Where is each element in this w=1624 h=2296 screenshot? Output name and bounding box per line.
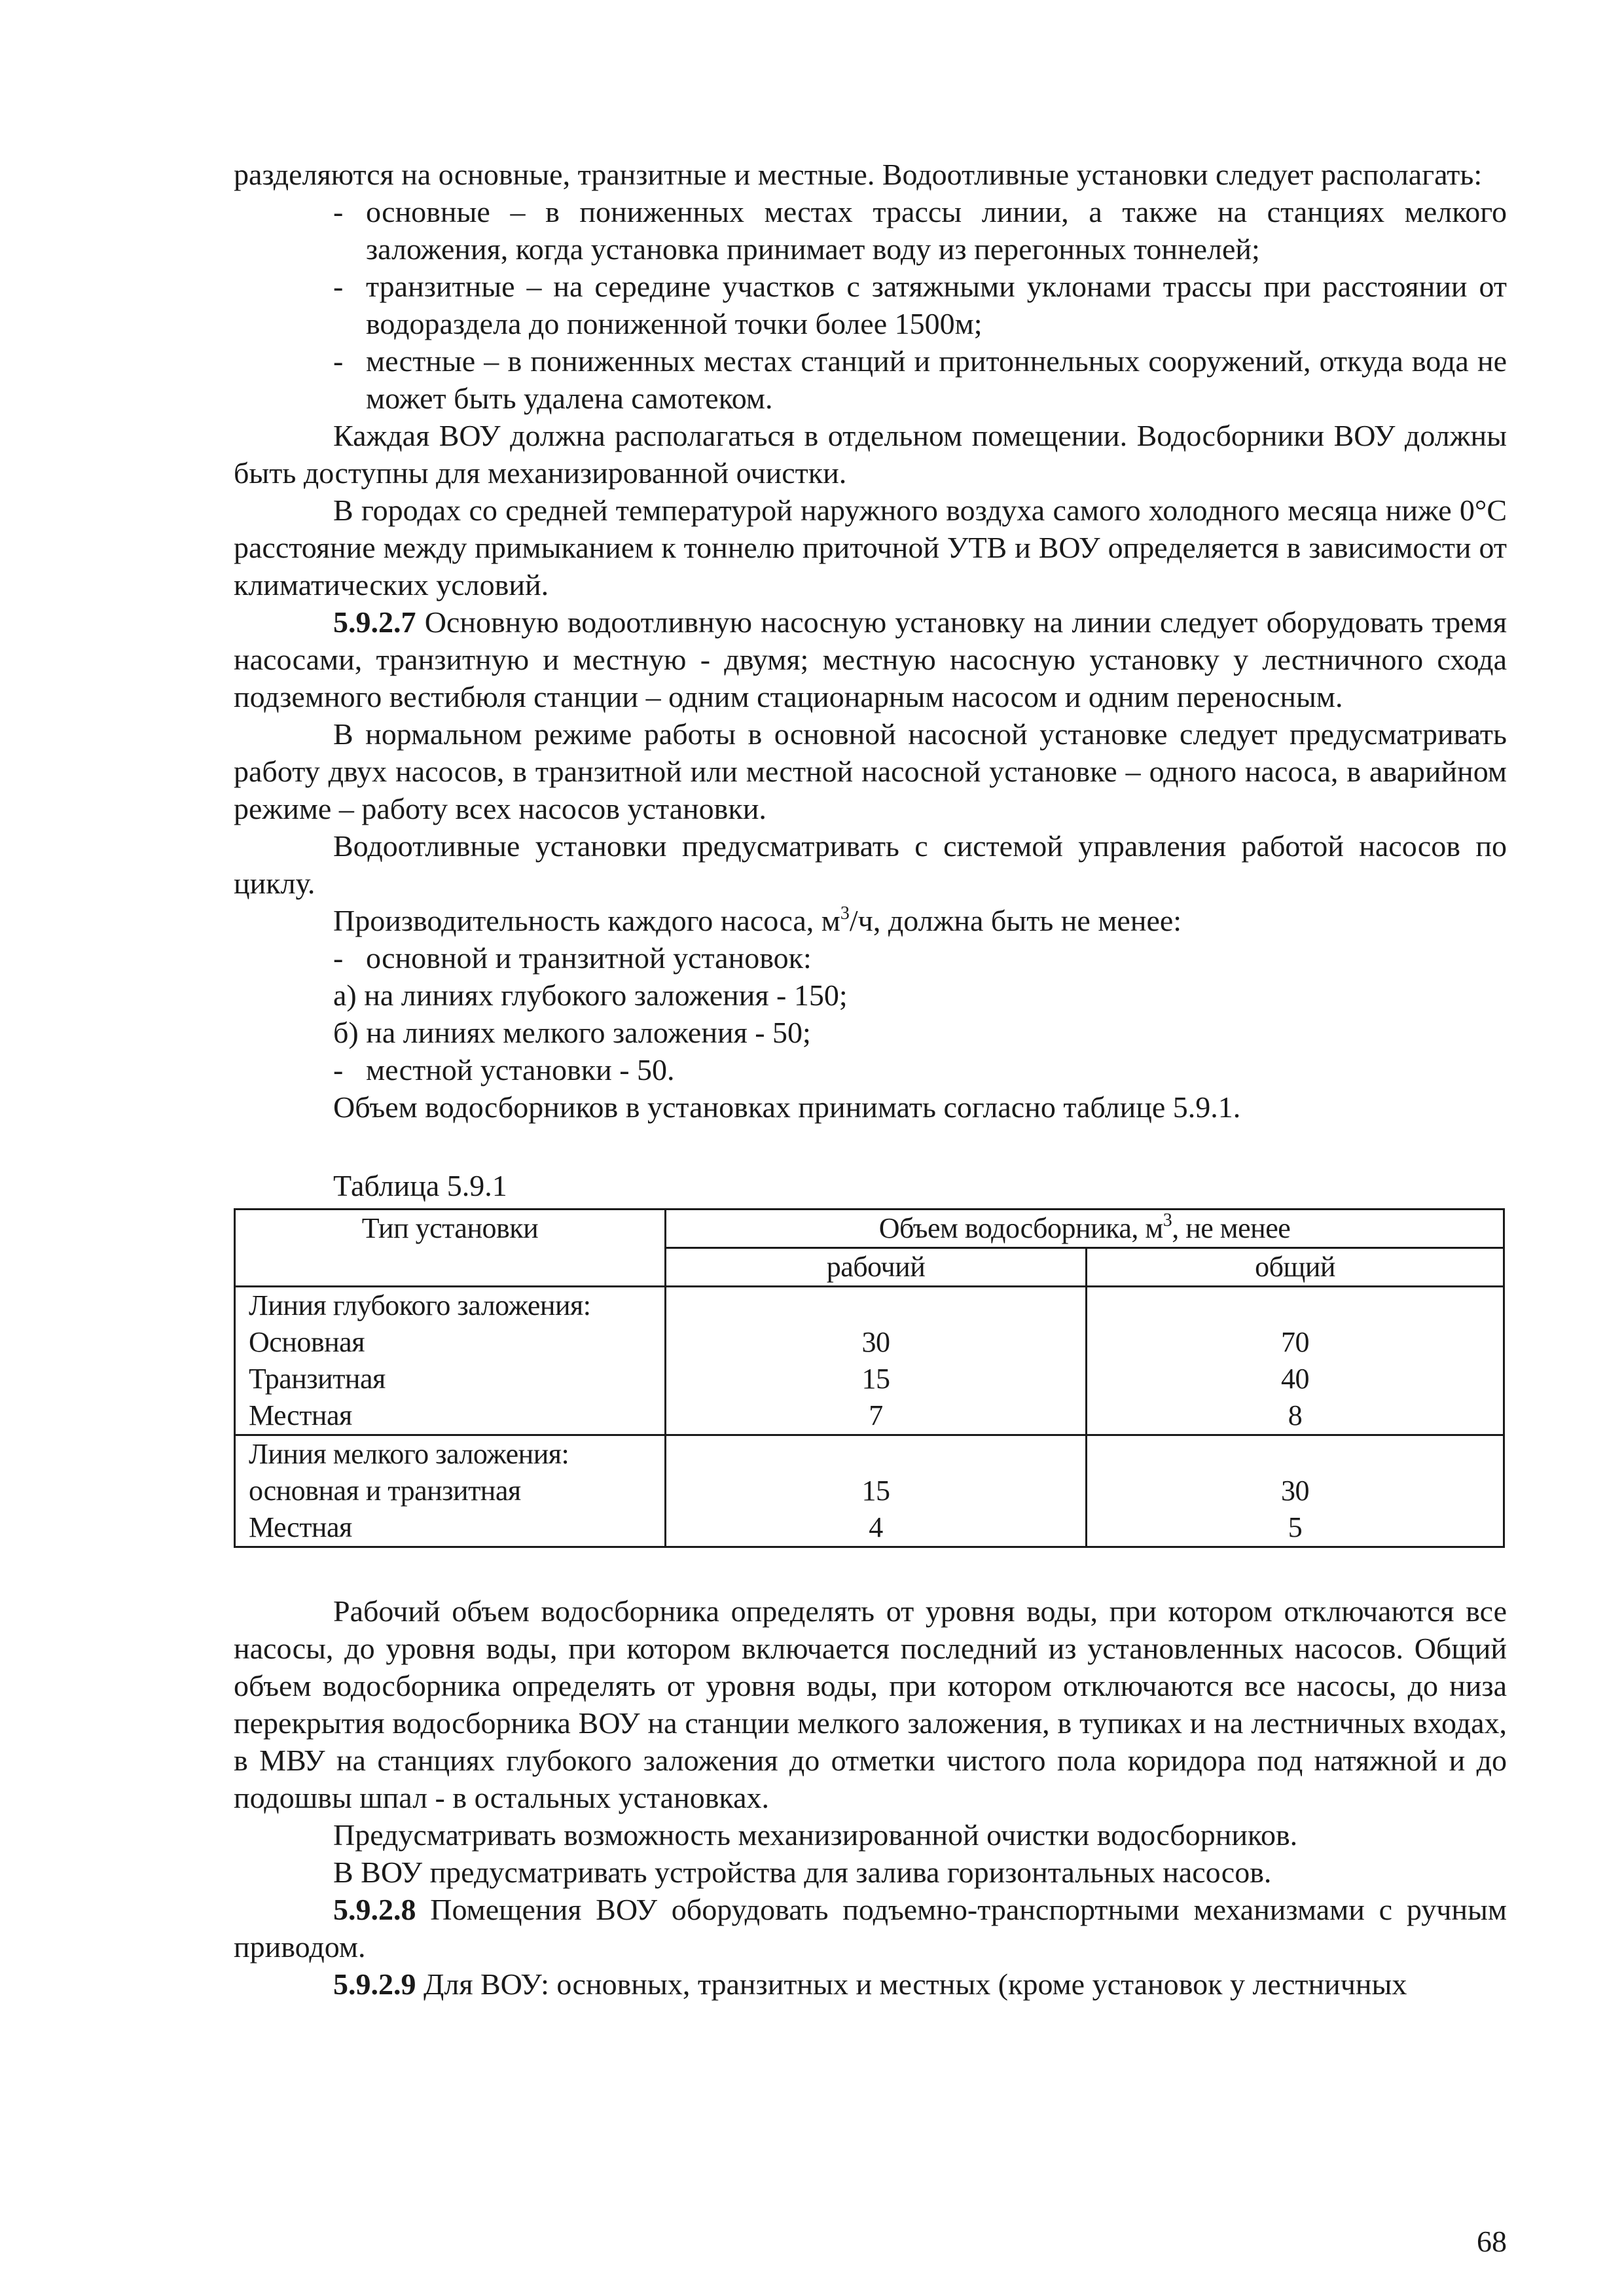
group-title: Линия мелкого заложения: [249, 1438, 569, 1470]
clause-number: 5.9.2.7 [333, 605, 416, 639]
group-deep-total [1087, 1287, 1504, 1435]
volume-reference-paragraph: Объем водосборников в установках принимать согласно таблице 5.9.1. [333, 1090, 1241, 1124]
list-item: а) на линиях глубокого заложения - 150; [333, 978, 848, 1012]
list-item: - местной установки - 50. [333, 1053, 675, 1086]
table-caption: Таблица 5.9.1 [333, 1169, 507, 1202]
group-deep-names [235, 1287, 666, 1435]
table-cell: 15 [861, 1475, 890, 1507]
table-cell: 30 [861, 1326, 890, 1358]
list-item: б) на линиях мелкого заложения - 50; [333, 1016, 811, 1049]
list-item: - основной и транзитной установок: [333, 941, 812, 975]
page-number: 68 [1477, 2225, 1507, 2258]
column-header-working: рабочий [666, 1248, 1087, 1287]
clause-5-9-2-9: 5.9.2.9 Для ВОУ: основных, транзитных и местных (кроме установок у лестничных [333, 1967, 1407, 2001]
column-header-volume: Объем водосборника, $м^3$, не менее [666, 1210, 1504, 1248]
list-item: - основные – в пониженных местах трассы линии, а также на станциях мелкого заложения, когда установка принимает воду из перегонных тоннелей; [333, 195, 1507, 266]
group-deep-working [666, 1287, 1087, 1435]
table-row [235, 1287, 1504, 1435]
table-cell: 7 [869, 1399, 883, 1431]
working-volume-paragraph: Рабочий объем водосборника определять от уровня воды, при котором отключаются все насосы, до уровня воды, при котором включается последний из установленных насосов. Общий объем водосборника определять от уровня воды, при котором отключаются все насосы, до низа перекрытия водосборника ВОУ на станции мелкого заложения, в тупиках и на лестничных входах, в МВУ на станциях глубокого заложения до отметки чистого пола коридора под натяжной и до подошвы шпал - в остальных установках. [234, 1594, 1507, 1814]
document-body [234, 156, 1507, 2003]
cycle-control-paragraph: Водоотливные установки предусматривать с системой управления работой насосов по циклу. [234, 829, 1507, 900]
row-name: Местная [249, 1511, 352, 1543]
table-cell: 30 [1281, 1475, 1309, 1507]
group-shallow-names [235, 1435, 666, 1547]
capacity-paragraph: Производительность каждого насоса, $м^3/ч$, должна быть не менее: [333, 903, 1182, 937]
separate-room-paragraph: Каждая ВОУ должна располагаться в отдельном помещении. Водосборники ВОУ должны быть доступны для механизированной очистки. [234, 419, 1507, 490]
table-cell: 5 [1288, 1511, 1303, 1543]
clause-5-9-2-7: 5.9.2.7 Основную водоотливную насосную установку на линии следует оборудовать тремя насосами, транзитную и местную - двумя; местную насосную установку у лестничного схода подземного вестибюля станции – одним стационарным насосом и одним переносным. [234, 605, 1507, 713]
group-shallow-total [1087, 1435, 1504, 1547]
normal-mode-paragraph: В нормальном режиме работы в основной насосной установке следует предусматривать работу двух насосов, в транзитной или местной насосной установке – одного насоса, в аварийном режиме – работу всех насосов установки. [234, 717, 1507, 825]
clause-number: 5.9.2.8 [333, 1893, 416, 1926]
table-cell: 15 [861, 1363, 890, 1395]
table-cell: 4 [869, 1511, 883, 1543]
row-name: Основная [249, 1326, 365, 1358]
group-shallow-working [666, 1435, 1087, 1547]
clause-5-9-2-8: 5.9.2.8 Помещения ВОУ оборудовать подъемно-транспортными механизмами с ручным приводом. [234, 1893, 1507, 1964]
column-header-total: общий [1087, 1248, 1504, 1287]
table-header-row [235, 1210, 1504, 1248]
clause-number: 5.9.2.9 [333, 1967, 416, 2001]
table-cell: 40 [1281, 1363, 1309, 1395]
column-header-type: Тип установки [235, 1210, 666, 1287]
row-name: Транзитная [249, 1363, 386, 1395]
table-row [235, 1435, 1504, 1547]
intro-paragraph: разделяются на основные, транзитные и местные. Водоотливные установки следует располагать: [234, 158, 1483, 191]
row-name: Местная [249, 1399, 352, 1431]
table-cell: 8 [1288, 1399, 1303, 1431]
filling-devices-paragraph: В ВОУ предусматривать устройства для залива горизонтальных насосов. [333, 1856, 1272, 1889]
row-name: основная и транзитная [249, 1475, 521, 1507]
list-item: - местные – в пониженных местах станций и притоннельных сооружений, откуда вода не может быть удалена самотеком. [333, 344, 1507, 415]
sump-volume-table [234, 1208, 1505, 1548]
group-title: Линия глубокого заложения: [249, 1289, 591, 1321]
list-item: - транзитные – на середине участков с затяжными уклонами трассы при расстоянии от водораздела до пониженной точки более 1500м; [333, 270, 1507, 340]
temperature-paragraph: В городах со средней температурой наружного воздуха самого холодного месяца ниже 0°С расстояние между примыканием к тоннелю приточной УТВ и ВОУ определяется в зависимости от климатических условий. [234, 493, 1507, 601]
table-cell: 70 [1281, 1326, 1309, 1358]
mech-cleaning-paragraph: Предусматривать возможность механизированной очистки водосборников. [333, 1818, 1298, 1852]
